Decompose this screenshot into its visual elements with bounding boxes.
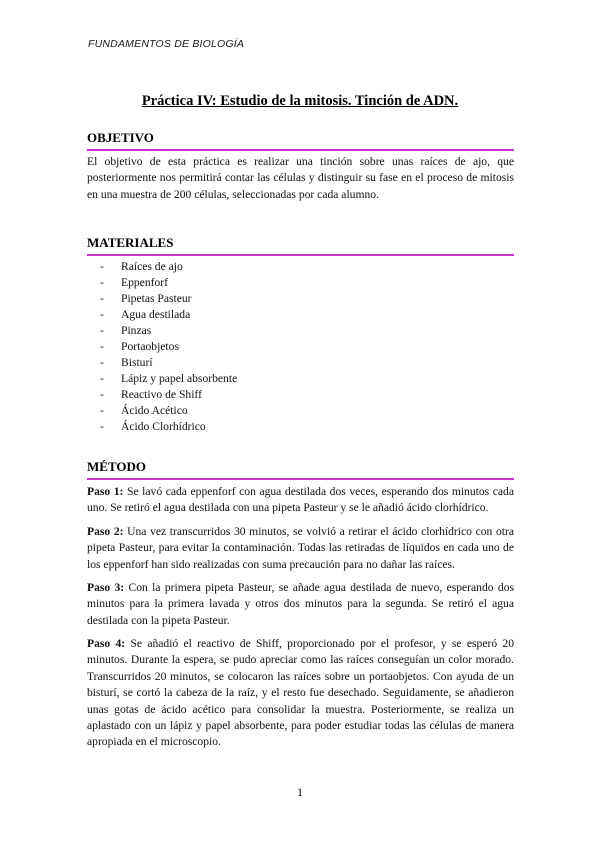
list-item: - Lápiz y papel absorbente — [100, 372, 238, 386]
paso-4-label: Paso 4: — [87, 637, 126, 650]
paso-1-paragraph — [87, 484, 514, 517]
paso-3-label: Paso 3: — [87, 581, 125, 594]
list-item: - Pinzas — [100, 324, 152, 338]
materiales-heading: MATERIALES — [87, 235, 514, 256]
page-number: 1 — [297, 785, 303, 799]
material-label: Pipetas Pasteur — [121, 292, 192, 306]
material-label: Pinzas — [121, 324, 152, 338]
paso-4-paragraph — [87, 636, 514, 751]
page-header: FUNDAMENTOS DE BIOLOGÍA — [88, 38, 245, 50]
material-label: Portaobjetos — [121, 340, 179, 354]
metodo-heading: MÉTODO — [87, 459, 514, 480]
paso-2-label: Paso 2: — [87, 525, 124, 538]
list-item: - Portaobjetos — [100, 340, 179, 354]
objetivo-paragraph: El objetivo de esta práctica es realizar una tinción sobre unas raíces de ajo, que posteriormente nos permitirá contar las células y distinguir su fase en el proceso de mitosis en una muestra de 200 células, seleccionadas por cada alumno. — [87, 155, 514, 201]
list-item: - Reactivo de Shiff — [100, 388, 202, 402]
list-item: - Agua destilada — [100, 308, 191, 322]
list-item: - Bisturí — [100, 356, 153, 370]
page-title: Práctica IV: Estudio de la mitosis. Tinción de ADN. — [141, 93, 459, 109]
list-item: - Ácido Clorhídrico — [100, 420, 206, 434]
list-item: - Pipetas Pasteur — [100, 292, 192, 306]
material-label: Agua destilada — [121, 308, 191, 322]
material-label: Raíces de ajo — [121, 260, 183, 273]
paso-3-text: Con la primera pipeta Pasteur, se añade agua destilada de nuevo, esperando dos minutos para la primera lavada y otros dos minutos para la segunda. Se retiró el agua destilada con la pipeta Pasteur. — [87, 581, 514, 627]
paso-2-paragraph — [87, 524, 514, 573]
paso-4-text: Se añadió el reactivo de Shiff, proporcionado por el profesor, y se esperó 20 minutos. Durante la espera, se pudo apreciar como las raíces conseguían un color morado. Transcurridos 20 minutos, se colocaron las raíces sobre un portaobjetos. Con ayuda de un bisturí, se cortó la cabeza de la raíz, y el resto fue desechado. Seguidamente, se añadieron unas gotas de ácido acético para consolidar la muestra. Posteriormente, se realiza un aplastado con un lápiz y papel absorbente, para poder estudiar todas las células de manera apropiada en el microscopio. — [87, 637, 515, 749]
paso-3-paragraph — [87, 580, 514, 629]
objetivo-heading: OBJETIVO — [87, 130, 514, 151]
material-label: Reactivo de Shiff — [121, 388, 202, 402]
paso-2-text: Una vez transcurridos 30 minutos, se volvió a retirar el ácido clorhídrico con otra pipeta Pasteur, para evitar la contaminación. Todas las retiradas de líquidos en cada uno de los eppenforf han sido realizadas con suma precaución para no dañar las raíces. — [87, 525, 514, 571]
material-label: Bisturí — [121, 356, 153, 370]
material-label: Ácido Acético — [121, 404, 188, 418]
list-item: - Eppenforf — [100, 276, 168, 290]
list-item: - Raíces de ajo — [100, 260, 183, 273]
material-label: Ácido Clorhídrico — [121, 420, 206, 434]
list-item: - Ácido Acético — [100, 404, 188, 418]
paso-1-text: Se lavó cada eppenforf con agua destilada dos veces, esperando dos minutos cada uno. Se retiró el agua destilada con una pipeta Pasteur y se le añadió ácido clorhídrico. — [87, 485, 514, 515]
paso-1-label: Paso 1: — [87, 485, 124, 498]
material-label: Lápiz y papel absorbente — [121, 372, 238, 386]
material-label: Eppenforf — [121, 276, 168, 290]
materiales-list — [100, 259, 237, 436]
